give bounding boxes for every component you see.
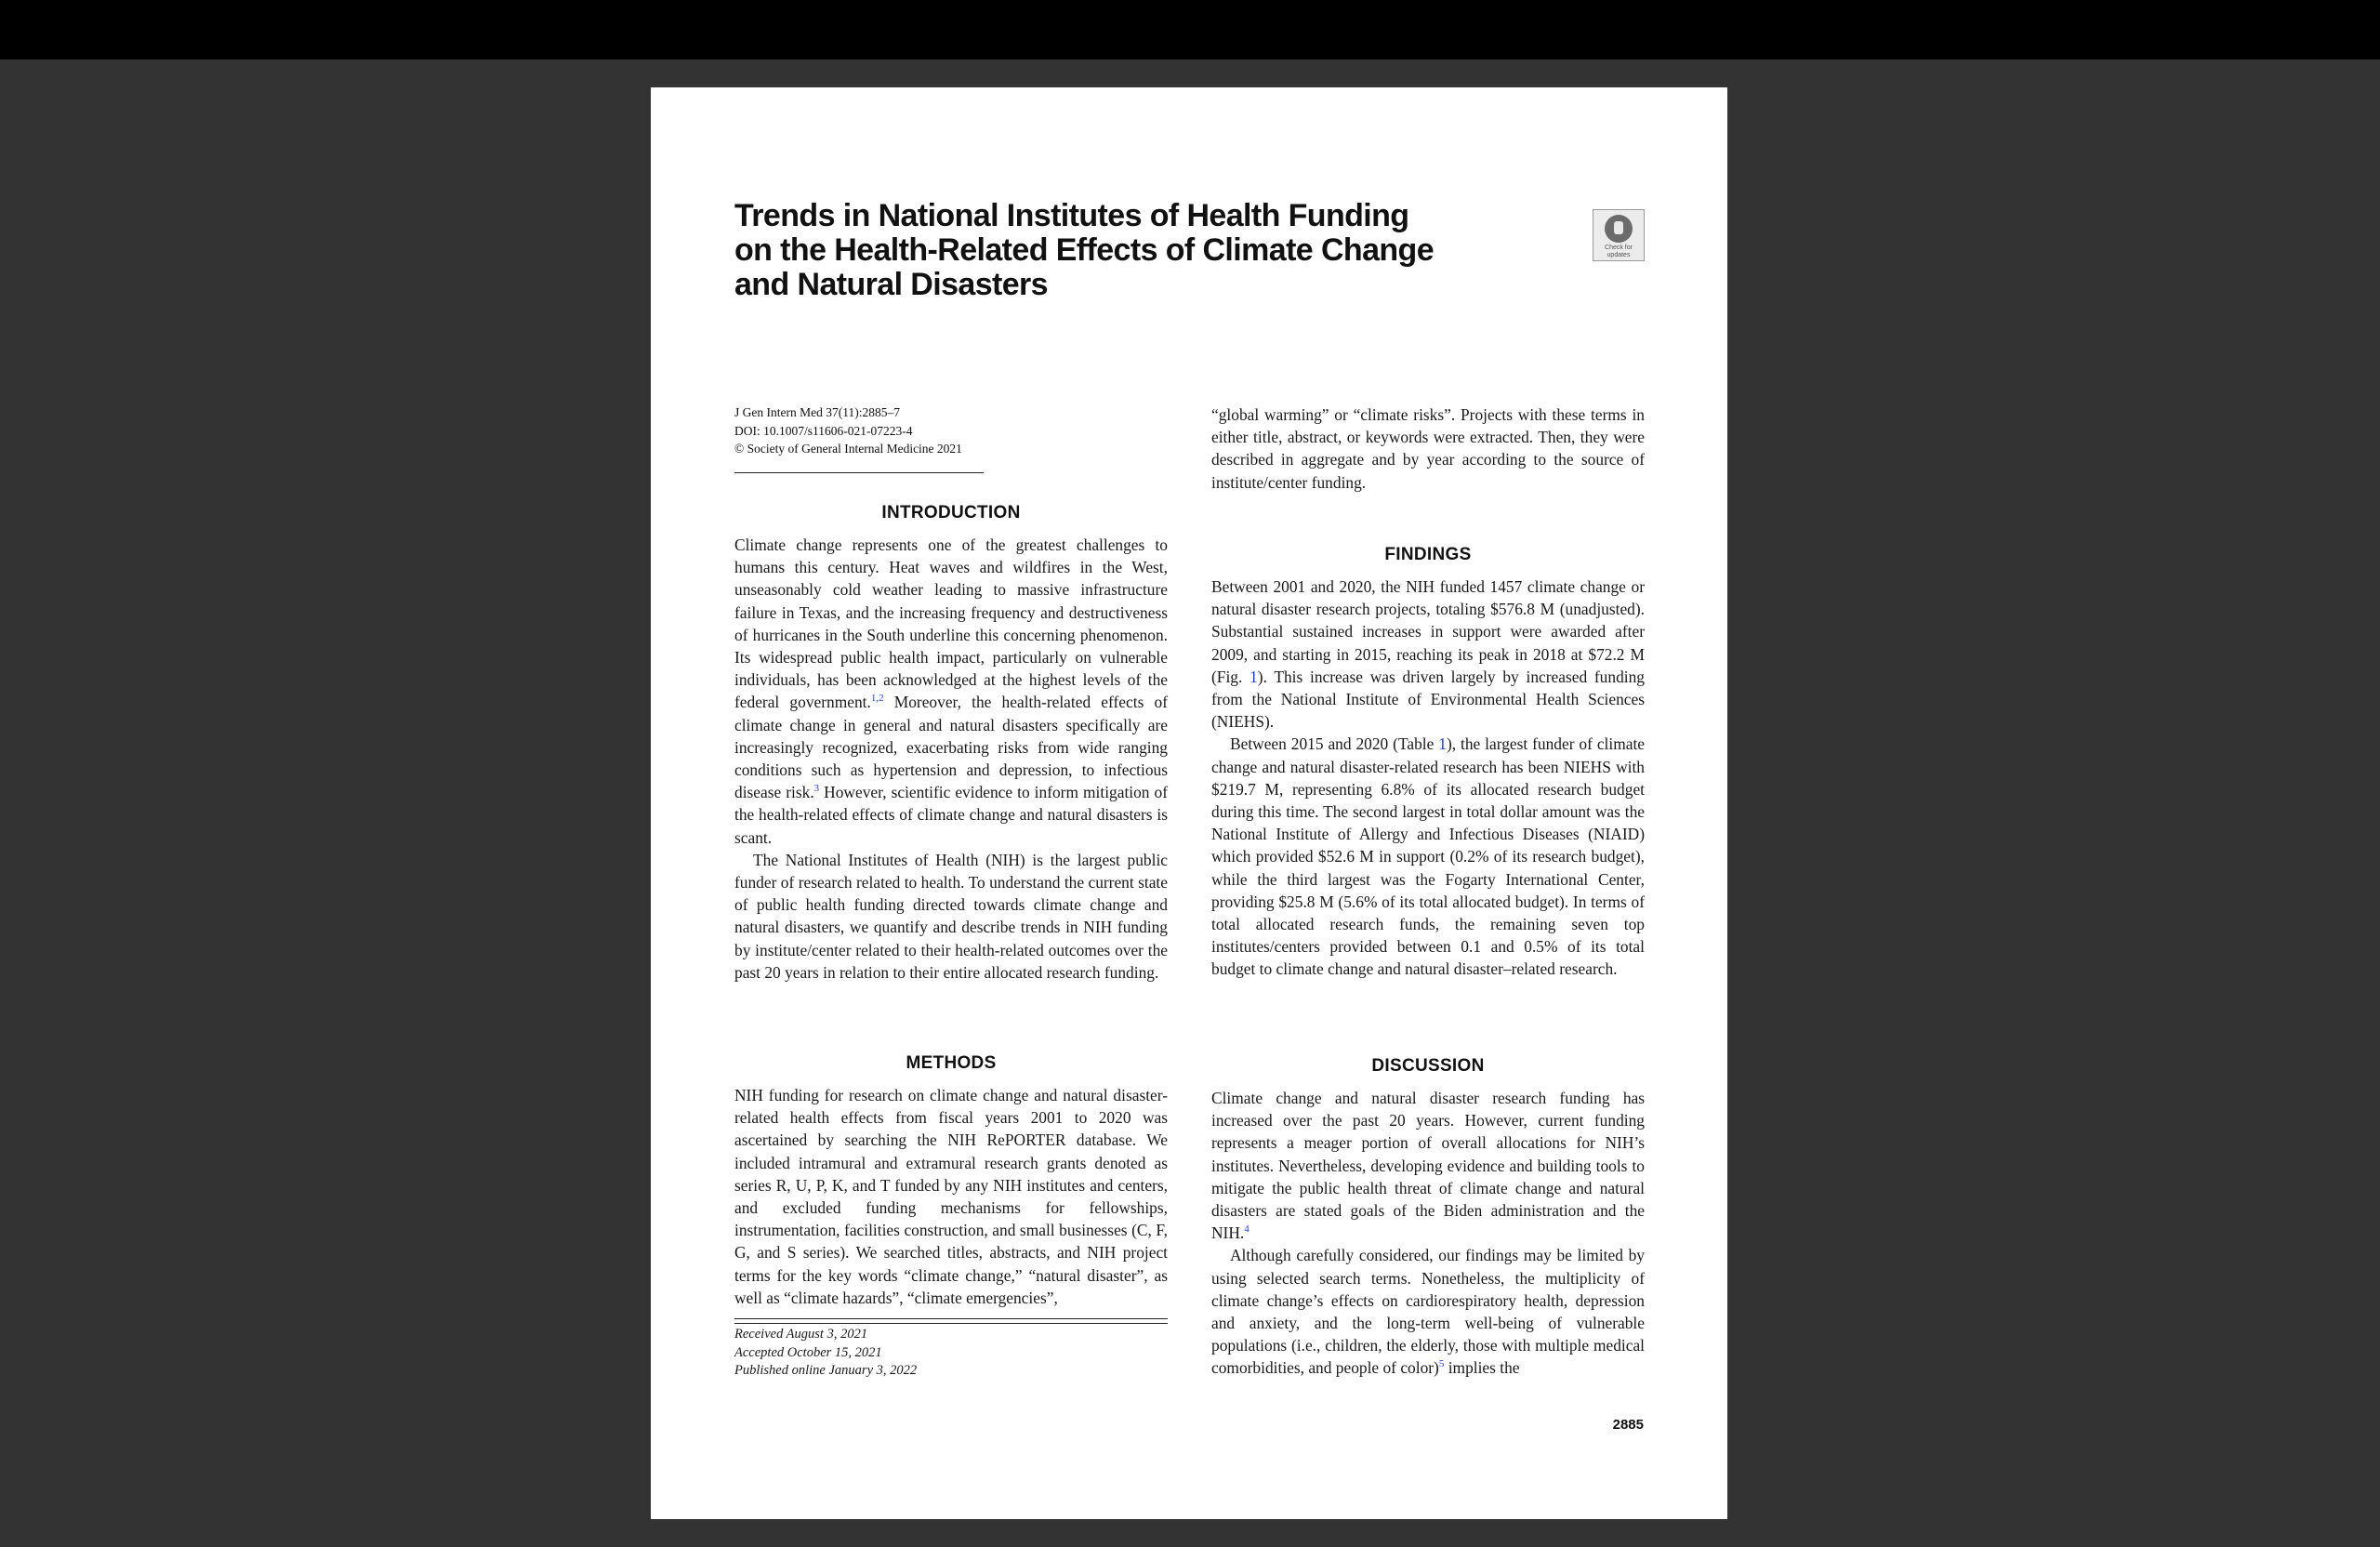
badge-label-line2: updates	[1606, 252, 1631, 258]
citation-link[interactable]: 5	[1438, 1358, 1445, 1370]
introduction-body	[734, 534, 1168, 984]
citation-link[interactable]: 1,2	[870, 693, 884, 705]
viewer-top-bar	[0, 0, 2380, 60]
introduction-heading: INTRODUCTION	[881, 503, 1021, 522]
pdf-page	[651, 87, 1727, 1519]
published-date: Published online January 3, 2022	[734, 1363, 918, 1378]
page-number: 2885	[1612, 1417, 1644, 1433]
discussion-body	[1211, 1087, 1645, 1380]
discussion-paragraph-1: Climate change and natural disaster research funding has increased over the past 20 years. However, current funding represents a meager portion of overall allocations for NIH’s institutes. Nevertheless, developing evidence and building tools to mitigate the public health threat of climate change and natural disasters are stated goals of the Biden administration and the NIH.$^4$	[1211, 1089, 1645, 1243]
findings-body	[1211, 575, 1645, 981]
discussion-paragraph-2: Although carefully considered, our findings may be limited by using selected search terms. Nonetheless, the multiplicity of climate change’s effects on cardiorespiratory health, depression and anxiety, and the long-term well-being of vulnerable populations (i.e., children, the elderly, those with multiple medical comorbidities, and people of color)$^5$ implies the	[1211, 1246, 1645, 1378]
methods-heading: METHODS	[906, 1053, 997, 1073]
figure-link[interactable]: 1	[1250, 667, 1258, 686]
received-date: Received August 3, 2021	[734, 1327, 868, 1342]
citation-link[interactable]: 3	[813, 783, 820, 795]
findings-paragraph-2: Between 2015 and 2020 (Table 1), the largest funder of climate change and natural disaster-related research has been NIEHS with $219.7 M, representing 6.8% of its allocated research budget during this time. The second largest in total dollar amount was the National Institute of Allergy and Infectious Diseases (NIAID) which provided $52.6 M in support (0.2% of its research budget), while the third largest was the Fogarty International Center, providing $25.8 M (5.6% of its total allocated budget). In terms of total allocated research funds, the remaining seven top institutes/centers provided between 0.1 and 0.5% of its total budget to climate change and natural disaster–related research.	[1211, 734, 1645, 979]
table-link[interactable]: 1	[1438, 734, 1447, 754]
accepted-date: Accepted October 15, 2021	[734, 1344, 882, 1360]
doi: DOI: 10.1007/s11606-021-07223-4	[734, 423, 913, 438]
article-meta	[734, 403, 1013, 458]
findings-paragraph-1: Between 2001 and 2020, the NIH funded 1457 climate change or natural disaster research projects, totaling $576.8 M (unadjusted). Substantial sustained increases in support were awarded after 2009, and starting in 2015, reaching its peak in 2018 at $72.2 M (Fig. 1). This increase was driven largely by increased funding from the National Institute of Environmental Health Sciences (NIEHS).	[1211, 577, 1645, 732]
meta-divider	[734, 472, 984, 473]
check-for-updates-icon	[1605, 215, 1633, 243]
methods-paragraph-1: NIH funding for research on climate change and natural disaster-related health effects from fiscal years 2001 to 2020 was ascertained by searching the NIH RePORTER database. We included intramural and extramural research grants denoted as series R, U, P, K, and T funded by any NIH institutes and centers, and excluded funding mechanisms for fellowships, instrumentation, facilities construction, and small businesses (C, F, G, and S series). We searched titles, abstracts, and NIH project terms for the key words “climate change,” “natural disaster”, as well as “climate hazards”, “climate emergencies”,	[734, 1086, 1168, 1307]
discussion-heading: DISCUSSION	[1371, 1056, 1485, 1076]
title-line: and Natural Disasters	[734, 267, 1048, 302]
introduction-paragraph-1: Climate change represents one of the greatest challenges to humans this century. Heat waves and wildfires in the West, unseasonably cold weather leading to massive infrastructure failure in Texas, and the increasing frequency and destructiveness of hurricanes in the South underline this concerning phenomenon. Its widespread public health impact, particularly on vulnerable individuals, has been acknowledged at the highest levels of the federal government.$^{1,2}$ Moreover, the health-related effects of climate change in general and natural disasters specifically are increasingly recognized, exacerbating risks from wide ranging conditions such as hypertension and depression, to infectious disease risk.$^3$ However, scientific evidence to inform mitigation of the health-related effects of climate change and natural disasters is scant.	[734, 536, 1168, 847]
methods-continued	[1211, 403, 1645, 494]
journal-citation: J Gen Intern Med 37(11):2885–7	[734, 405, 900, 419]
methods-body	[734, 1084, 1168, 1309]
title-line: Trends in National Institutes of Health Funding	[734, 198, 1409, 233]
article-title	[734, 199, 1441, 302]
copyright: © Society of General Internal Medicine 2021	[734, 442, 962, 456]
dates-divider	[734, 1318, 1168, 1324]
methods-paragraph-continued: “global warming” or “climate risks”. Projects with these terms in either title, abstract, or keywords were extracted. Then, they were described in aggregate and by year according to the source of institute/center funding.	[1211, 405, 1645, 492]
title-line: on the Health-Related Effects of Climate Change	[734, 232, 1435, 268]
check-for-updates-button[interactable]	[1593, 209, 1645, 261]
introduction-paragraph-2: The National Institutes of Health (NIH) is the largest public funder of research related to health. To understand the current state of public health funding directed towards climate change and natural disasters, we quantify and describe trends in NIH funding by institute/center related to their health-related outcomes over the past 20 years in relation to their entire allocated research funding.	[734, 850, 1168, 982]
badge-label-line1: Check for	[1605, 245, 1633, 251]
findings-heading: FINDINGS	[1384, 545, 1472, 564]
article-dates	[734, 1326, 1168, 1381]
citation-link[interactable]: 4	[1244, 1223, 1250, 1236]
